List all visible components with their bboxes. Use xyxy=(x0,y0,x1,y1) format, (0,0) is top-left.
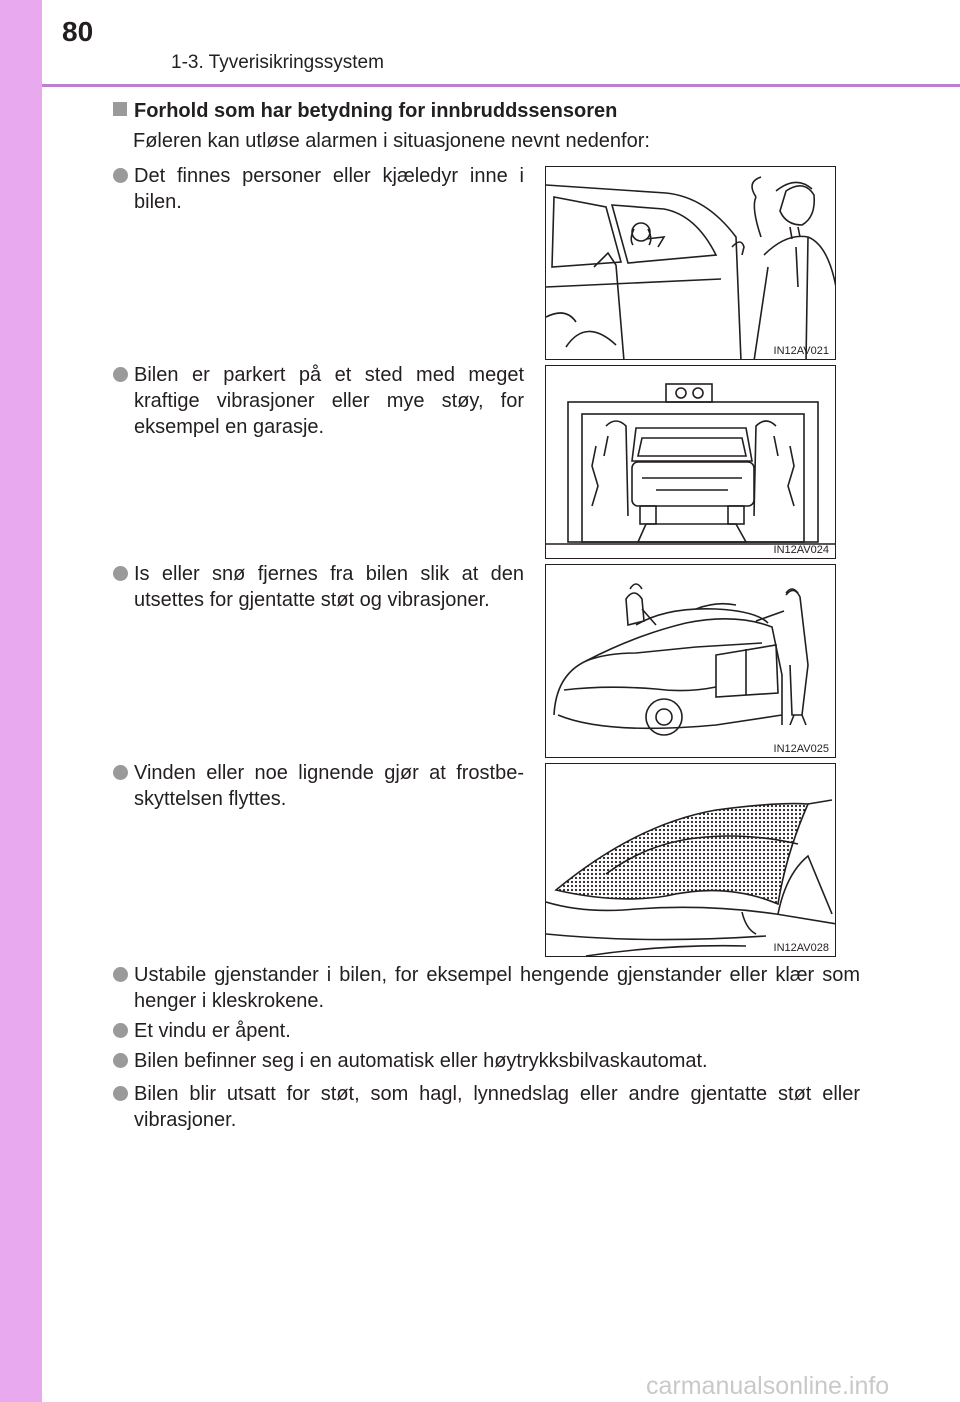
figure-frost-cover xyxy=(545,763,836,957)
bullet-icon xyxy=(113,1023,128,1038)
bullet-icon xyxy=(113,1053,128,1068)
frost-cover-illustration xyxy=(546,764,836,957)
figure-code: IN12AV024 xyxy=(773,544,829,556)
page-edge-tab xyxy=(0,0,42,1402)
bullet-icon xyxy=(113,566,128,581)
section-title: 1-3. Tyverisikringssystem xyxy=(171,52,384,73)
bullet-icon xyxy=(113,765,128,780)
list-item xyxy=(113,1081,860,1133)
bullet-icon xyxy=(113,168,128,183)
list-item-text: Det finnes personer eller kjæledyr inne i bilen. xyxy=(134,165,524,213)
list-item-text: Vinden eller noe lignende gjør at frostbe-skyttelsen flyttes. xyxy=(134,762,524,810)
list-item-text: Ustabile gjenstander i bilen, for eksempel hengende gjenstander eller klær som henger i kleskrokene. xyxy=(134,964,860,1012)
header-rule xyxy=(42,84,960,87)
subsection-heading-text: Forhold som har betydning for innbruddssensoren xyxy=(134,100,618,122)
page-number: 80 xyxy=(62,16,94,47)
list-item xyxy=(113,362,524,440)
list-item-text: Bilen blir utsatt for støt, som hagl, lynnedslag eller andre gjentatte støt eller vibrasjoner. xyxy=(134,1083,860,1131)
figure-snow-removal xyxy=(545,564,836,758)
bullet-icon xyxy=(113,967,128,982)
figure-code: IN12AV021 xyxy=(773,345,829,357)
car-dog-illustration xyxy=(546,167,836,360)
list-item-text: Bilen befinner seg i en automatisk eller høytrykksbilvaskautomat. xyxy=(134,1050,708,1072)
figure-code: IN12AV028 xyxy=(773,942,829,954)
bullet-icon xyxy=(113,1086,128,1101)
figure-person-and-dog xyxy=(545,166,836,360)
bullet-icon xyxy=(113,367,128,382)
list-item xyxy=(113,760,524,812)
snow-removal-illustration xyxy=(546,565,836,758)
square-bullet-icon xyxy=(113,102,127,116)
intro-text: Føleren kan utløse alarmen i situasjonene nevnt nedenfor: xyxy=(133,130,650,152)
list-item xyxy=(113,163,524,215)
figure-car-wash-garage xyxy=(545,365,836,559)
subsection-heading xyxy=(113,100,617,123)
list-item xyxy=(113,561,524,613)
figure-code: IN12AV025 xyxy=(773,743,829,755)
garage-illustration xyxy=(546,366,836,559)
watermark: carmanualsonline.info xyxy=(646,1372,890,1400)
list-item-text: Is eller snø fjernes fra bilen slik at den utsettes for gjentatte støt og vibrasjoner. xyxy=(134,563,524,611)
list-item xyxy=(113,1018,860,1044)
list-item xyxy=(113,1048,860,1074)
list-item-text: Et vindu er åpent. xyxy=(134,1020,291,1042)
list-item-text: Bilen er parkert på et sted med meget kraftige vibrasjoner eller mye støy, for eksempel en garasje. xyxy=(134,364,524,438)
list-item xyxy=(113,962,860,1014)
